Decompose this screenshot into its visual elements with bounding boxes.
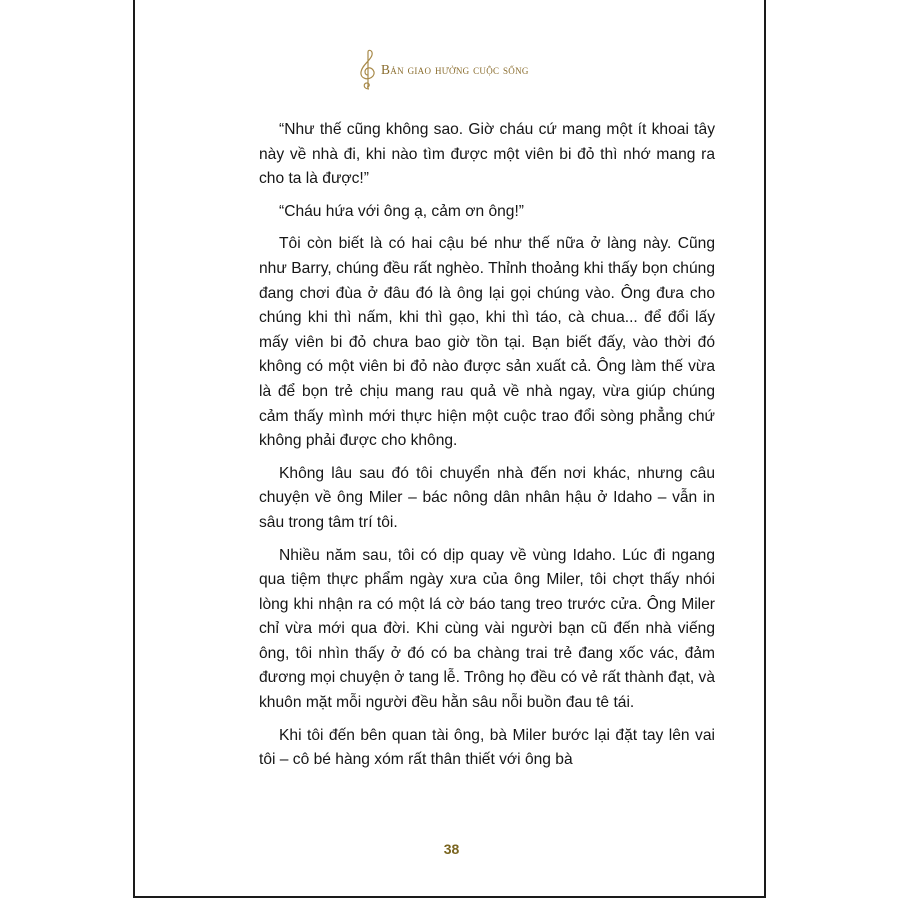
paragraph: Không lâu sau đó tôi chuyển nhà đến nơi khác, nhưng câu chuyện về ông Miler – bác nông dân nhân hậu ở Idaho – vẫn in sâu trong tâm trí tôi.: [259, 464, 715, 531]
running-header: [357, 48, 529, 92]
running-header-title: Bản giao hưởng cuộc sống: [381, 62, 529, 77]
paragraph: Nhiều năm sau, tôi có dịp quay về vùng Idaho. Lúc đi ngang qua tiệm thực phẩm ngày xưa của ông Miler, tôi chợt thấy nhói lòng khi nhận ra có một lá cờ báo tang treo trước cửa. Ông Miler chỉ vừa mới qua đời. Khi cùng vài người bạn cũ đến nhà viếng ông, tôi nhìn thấy ở đó có ba chàng trai trẻ đang xốc vác, đảm đương mọi chuyện ở tang lễ. Trông họ đều có vẻ rất thành đạt, và khuôn mặt mỗi người đều hằn sâu nỗi buồn đau tê tái.: [259, 546, 715, 712]
body-text: [259, 118, 715, 781]
book-page: [133, 0, 766, 898]
paragraph: “Cháu hứa với ông ạ, cảm ơn ông!”: [279, 202, 524, 220]
paragraph: Tôi còn biết là có hai cậu bé như thế nữa ở làng này. Cũng như Barry, chúng đều rất nghèo. Thỉnh thoảng khi thấy bọn chúng đang chơi đùa ở đâu đó là ông lại gọi chúng vào. Ông đưa cho chúng khi thì nấm, khi thì gạo, khi thì táo, cà chua... để đổi lấy mấy viên bi đỏ chưa bao giờ tồn tại. Bạn biết đấy, vào thời đó không có một viên bi đỏ nào được sản xuất cả. Ông làm thế vừa là để bọn trẻ chịu mang rau quả về nhà ngay, vừa giúp chúng cảm thấy mình mới thực hiện một cuộc trao đổi sòng phẳng chứ không phải được cho không.: [259, 235, 715, 450]
paragraph: Khi tôi đến bên quan tài ông, bà Miler bước lại đặt tay lên vai tôi – cô bé hàng xóm rất thân thiết với ông bà: [259, 726, 715, 769]
paragraph: “Như thế cũng không sao. Giờ cháu cứ mang một ít khoai tây này về nhà đi, khi nào tìm được một viên bi đỏ thì nhớ mang ra cho ta là được!”: [259, 121, 715, 188]
treble-clef-icon: [357, 48, 379, 92]
page-number: 38: [443, 841, 460, 857]
